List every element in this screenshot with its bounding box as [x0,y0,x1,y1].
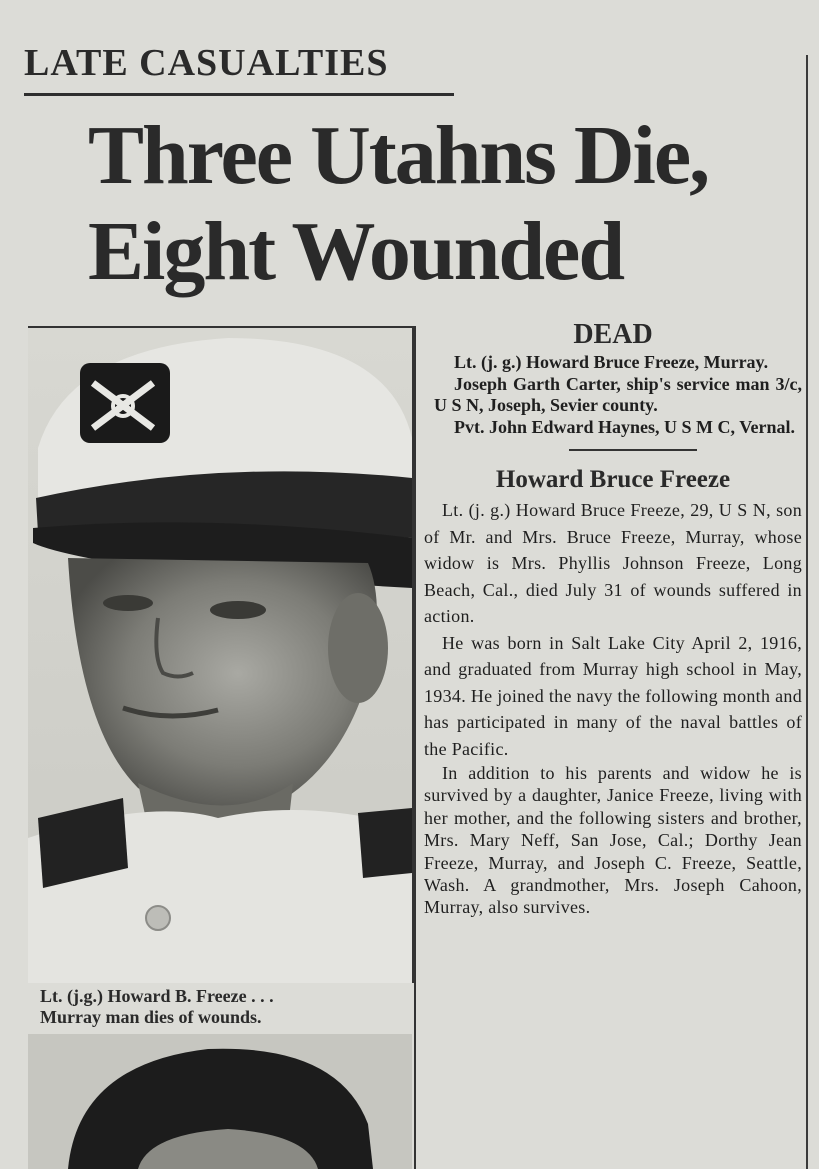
page-right-rule [806,55,808,1169]
dead-list [424,352,802,438]
dead-entry: Lt. (j. g.) Howard Bruce Freeze, Murray. [454,352,769,372]
section-divider [569,449,697,451]
story-body [424,497,802,919]
dead-entry: Pvt. John Edward Haynes, U S M C, Vernal. [454,416,796,437]
story-paragraph: He was born in Salt Lake City April 2, 1916, and graduated from Murray high school in May, 1934. He joined the navy the following month and has participated in many of the naval battles of the Pacific. [424,632,802,759]
second-photo [28,1034,412,1169]
story-paragraph: In addition to his parents and widow he is survived by a daughter, Janice Freeze, living with her mother, and the following sisters and brother, Mrs. Mary Neff, San Jose, Cal.; Dorthy Jean Freeze, Murray, and Joseph C. Freeze, Seattle, Wash. A grandmother, Mrs. Joseph Cahoon, Murray, also survives. [424,763,802,918]
dead-heading: DEAD [573,319,653,350]
column-rule [414,326,416,1169]
second-portrait-illustration [28,1034,412,1169]
dead-entry: Joseph Garth Carter, ship's service man 3/c, U S N, Joseph, Sevier county. [434,373,802,415]
portrait-photo [28,326,414,983]
kicker: LATE CASUALTIES [24,42,389,84]
kicker-rule [24,93,454,96]
headline-line-1: Three Utahns Die, [88,109,709,202]
photo-caption [40,986,410,1028]
headline-line-2: Eight Wounded [88,205,624,298]
headline [88,108,788,300]
story-heading: Howard Bruce Freeze [495,466,731,493]
story-paragraph: Lt. (j. g.) Howard Bruce Freeze, 29, U S N, son of Mr. and Mrs. Bruce Freeze, Murray, whose widow is Mrs. Phyllis Johnson Freeze, Long Beach, Cal., died July 31 of wounds suffered in action. [424,500,802,626]
portrait-illustration [28,328,412,983]
text-column [424,318,802,919]
caption-line-1: Lt. (j.g.) Howard B. Freeze . . . [40,986,274,1006]
caption-line-2: Murray man dies of wounds. [40,1007,262,1027]
